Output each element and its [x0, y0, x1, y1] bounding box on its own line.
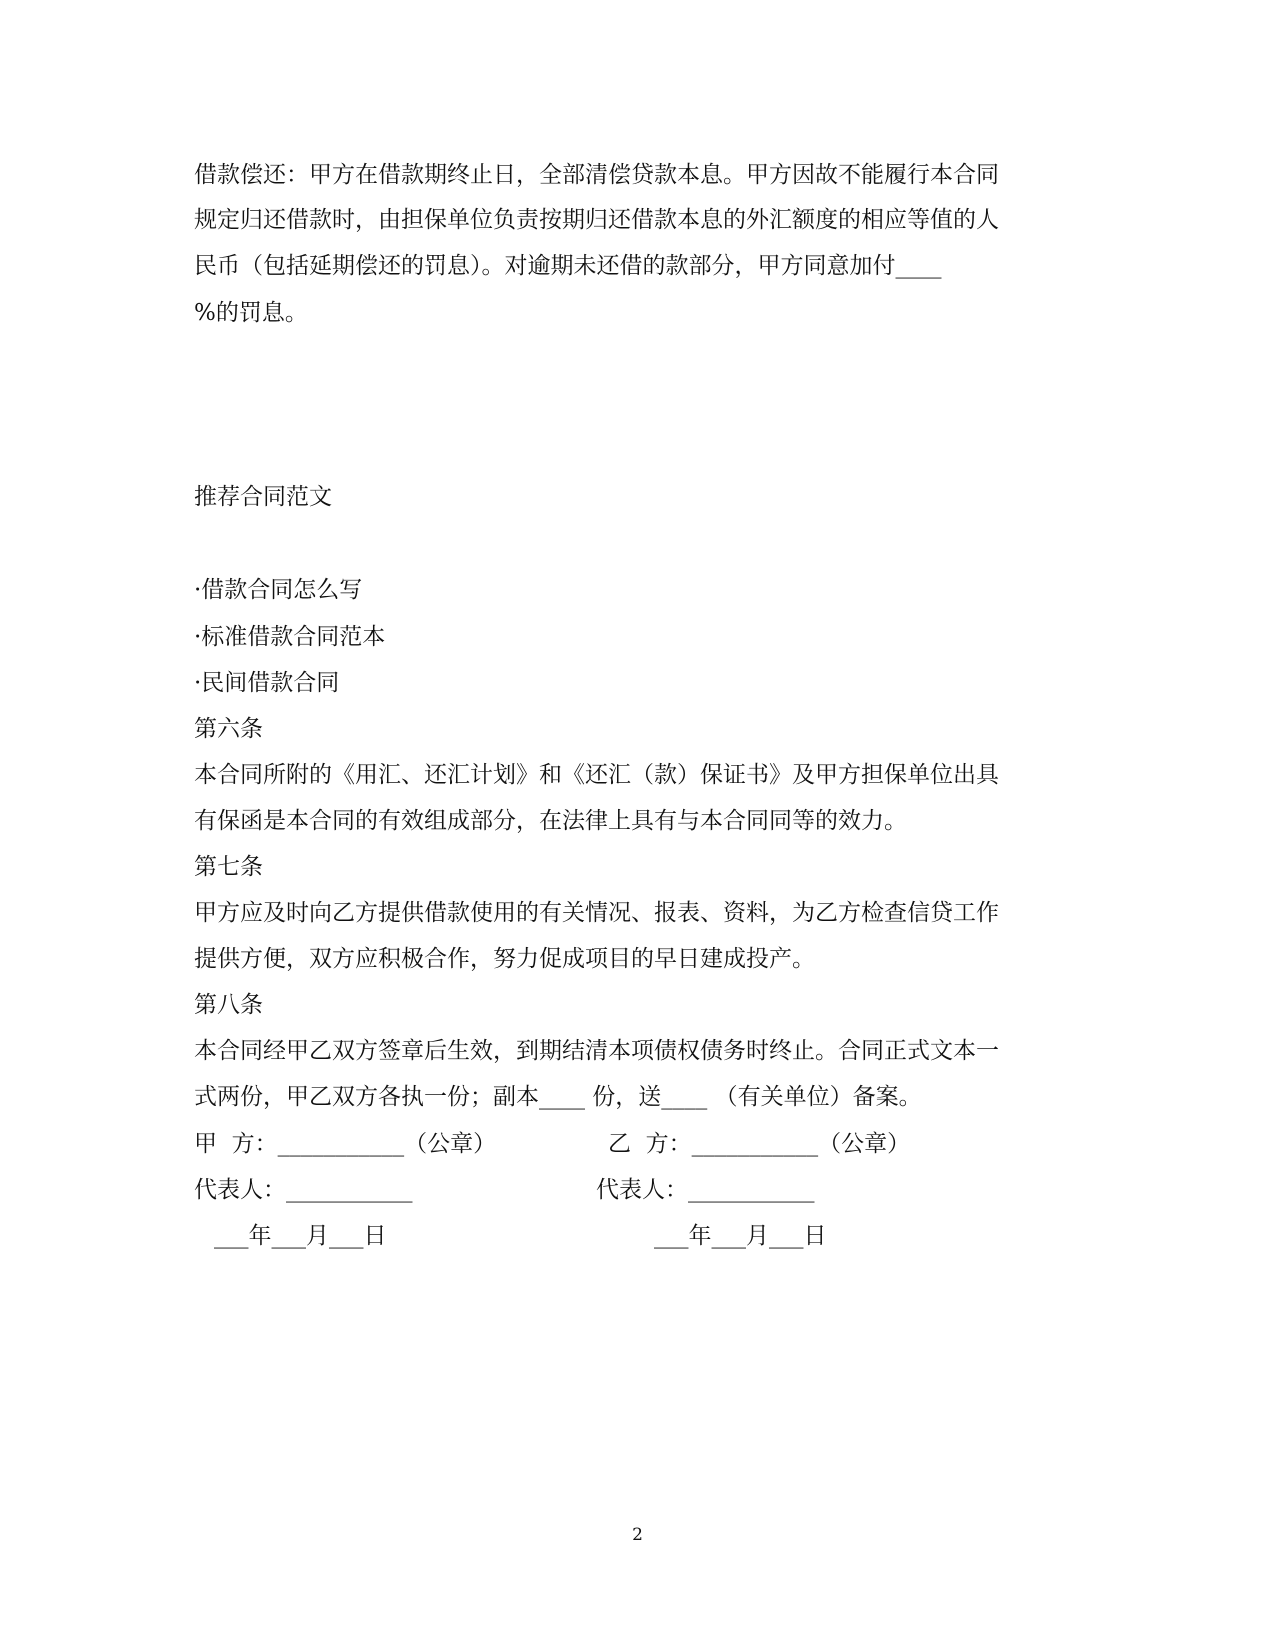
party-a-representative: 代表人：___________: [194, 1177, 413, 1203]
article7-heading: 第七条: [194, 854, 263, 880]
recommended-link-2[interactable]: ·标准借款合同范本: [194, 624, 386, 650]
repayment-line-4: %的罚息。: [194, 300, 308, 326]
article6-heading: 第六条: [194, 716, 263, 742]
party-b-date: ___年___月___日: [654, 1223, 827, 1249]
article6-line-1: 本合同所附的《用汇、还汇计划》和《还汇（款）保证书》及甲方担保单位出具: [194, 762, 999, 788]
party-b-seal: 乙 方：___________（公章）: [608, 1131, 911, 1157]
recommended-link-3[interactable]: ·民间借款合同: [194, 670, 340, 696]
party-a-seal: 甲 方：___________（公章）: [194, 1131, 497, 1157]
page-number: 2: [632, 1525, 643, 1545]
article7-line-1: 甲方应及时向乙方提供借款使用的有关情况、报表、资料，为乙方检查信贷工作: [194, 900, 999, 926]
party-a-date: ___年___月___日: [214, 1223, 387, 1249]
recommended-heading: 推荐合同范文: [194, 484, 332, 510]
article6-line-2: 有保函是本合同的有效组成部分，在法律上具有与本合同同等的效力。: [194, 808, 907, 834]
article7-line-2: 提供方便，双方应积极合作，努力促成项目的早日建成投产。: [194, 946, 815, 972]
repayment-line-3: 民币（包括延期偿还的罚息）。对逾期未还借的款部分，甲方同意加付____: [194, 253, 942, 279]
article8-heading: 第八条: [194, 992, 263, 1018]
repayment-line-2: 规定归还借款时，由担保单位负责按期归还借款本息的外汇额度的相应等值的人: [194, 207, 999, 233]
recommended-link-1[interactable]: ·借款合同怎么写: [194, 577, 363, 603]
party-b-representative: 代表人：___________: [596, 1177, 815, 1203]
repayment-line-1: 借款偿还：甲方在借款期终止日，全部清偿贷款本息。甲方因故不能履行本合同: [194, 162, 999, 188]
article8-line-2: 式两份，甲乙双方各执一份；副本____ 份，送____ （有关单位）备案。: [194, 1084, 922, 1110]
article8-line-1: 本合同经甲乙双方签章后生效，到期结清本项债权债务时终止。合同正式文本一: [194, 1038, 999, 1064]
